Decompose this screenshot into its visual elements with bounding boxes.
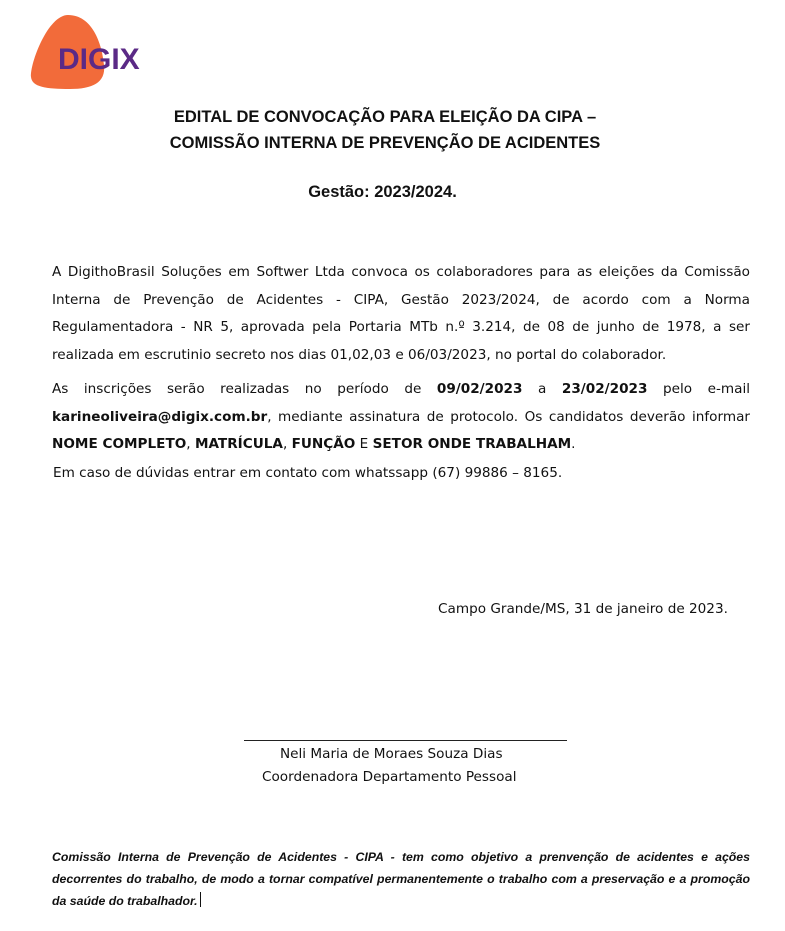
registration-text: As inscrições serão realizadas no período de: [52, 381, 437, 397]
required-field-name: NOME COMPLETO: [52, 436, 187, 452]
svg-text:DIGIX: DIGIX: [58, 43, 140, 76]
separator: ,: [186, 436, 195, 452]
signature-line: [244, 740, 567, 741]
separator: E: [355, 436, 373, 452]
separator: ,: [282, 436, 292, 452]
digix-logo: [30, 13, 160, 93]
contact-email: karineoliveira@digix.com.br: [52, 408, 268, 425]
registration-text: , mediante assinatura de protocolo. Os candidatos deverão informar: [267, 408, 750, 425]
required-field-role: FUNÇÃO: [291, 436, 356, 452]
registration-end-date: 23/02/2023: [561, 381, 648, 397]
signatory-name: Neli Maria de Moraes Souza Dias: [280, 746, 503, 762]
registration-text: pelo e-mail: [647, 381, 751, 397]
registration-paragraph: [52, 376, 750, 459]
contact-line: Em caso de dúvidas entrar em contato com whatssapp (67) 99886 – 8165.: [53, 465, 563, 481]
digix-logo-shape: [30, 13, 160, 93]
registration-text: a: [522, 381, 562, 397]
required-field-sector: SETOR ONDE TRABALHAM: [372, 436, 572, 452]
registration-start-date: 09/02/2023: [436, 381, 523, 397]
required-field-registration: MATRÍCULA: [194, 436, 283, 452]
footer-note: [52, 846, 750, 912]
convocation-paragraph: A DigithoBrasil Soluções em Softwer Ltda convoca os colaboradores para as eleições da Comissão Interna de Prevenção de Acidentes - CIPA, Gestão 2023/2024, de acordo com a Norma Regulamentadora - NR 5, aprovada pela Portaria MTb n.º 3.214, de 08 de junho de 1978, a ser realizada em escrutinio secreto nos dias 01,02,03 e 06/03/2023, no portal do colaborador.: [52, 264, 750, 363]
footer-text: Comissão Interna de Prevenção de Acidentes - CIPA - tem como objetivo a prenvenção de acidentes e ações decorrentes do trabalho, de modo a tornar compatível permanentemente o trabalho com a preservação e a promoção da saúde do trabalhador.: [52, 850, 750, 908]
separator: .: [571, 436, 576, 452]
date-line: Campo Grande/MS, 31 de janeiro de 2023.: [438, 601, 728, 617]
document-title-line-2: COMISSÃO INTERNA DE PREVENÇÃO DE ACIDENTES: [169, 134, 601, 152]
text-cursor: [200, 892, 201, 907]
gestao-heading: Gestão: 2023/2024.: [308, 183, 457, 201]
document-title-line-1: EDITAL DE CONVOCAÇÃO PARA ELEIÇÃO DA CIPA –: [173, 108, 597, 126]
signatory-role: Coordenadora Departamento Pessoal: [262, 769, 517, 785]
